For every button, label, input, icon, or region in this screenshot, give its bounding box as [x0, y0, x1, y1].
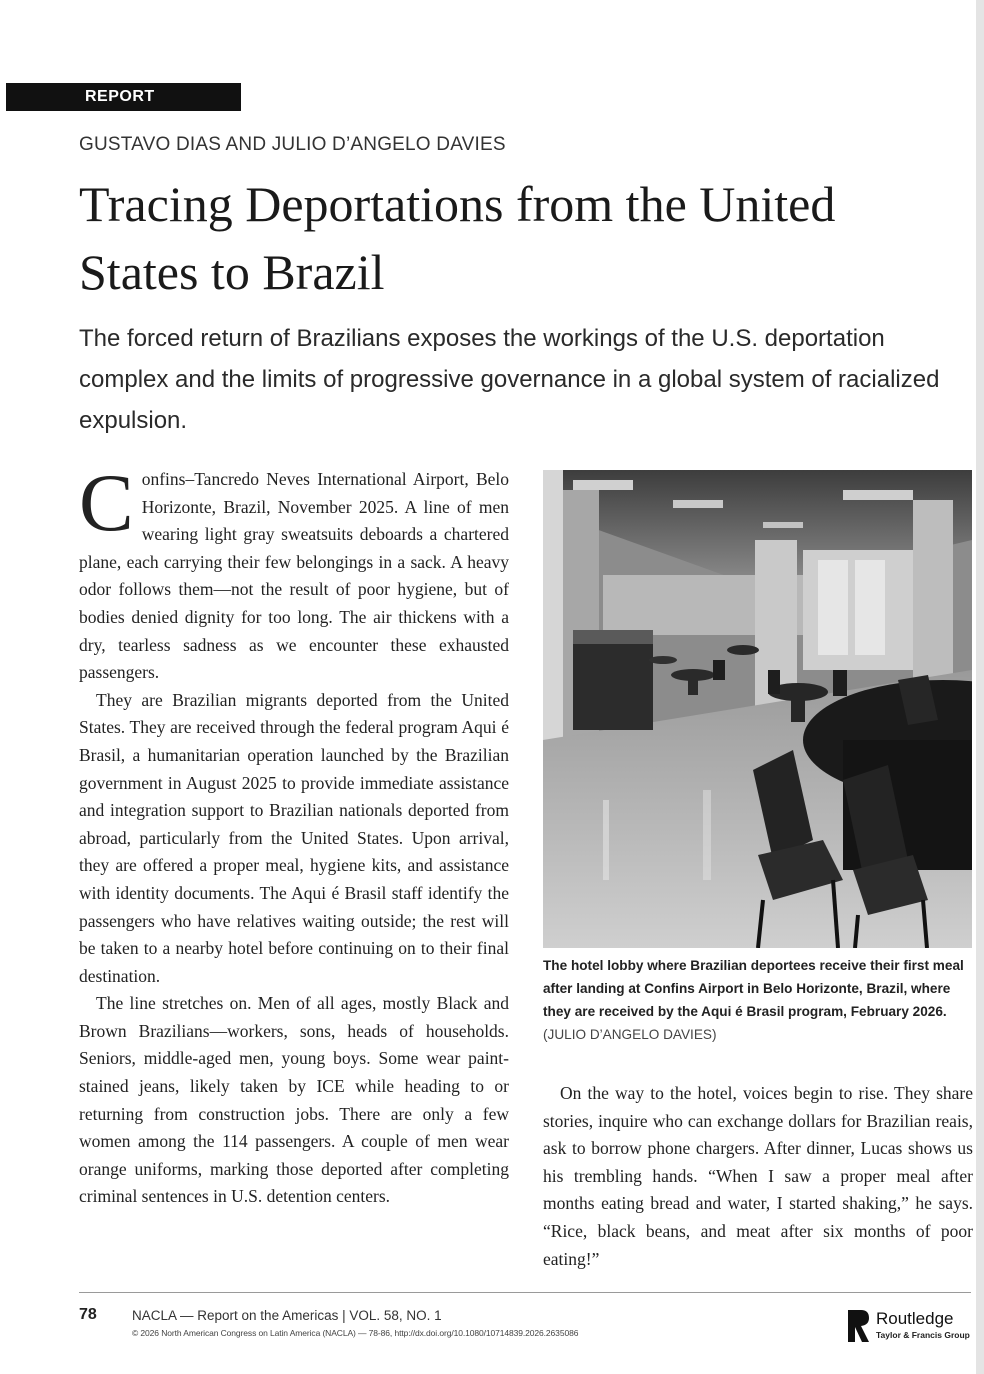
- body-column-left: [79, 457, 509, 1211]
- paragraph: On the way to the hotel, voices begin to rise. They share stories, inquire who can exchange dollars for Brazilian reais, ask to borrow phone chargers. After dinner, Lucas shows us his trembling hands. “When I saw a proper meal after months eating bread and water, I started shaking,” he says. “Rice, black beans, and meat after six months of poor eating!”: [543, 1083, 973, 1269]
- section-label: REPORT: [6, 83, 241, 111]
- photo-credit: (JULIO D’ANGELO DAVIES): [543, 1027, 717, 1042]
- paragraph: Confins–Tancredo Neves International Airport, Belo Horizonte, Brazil, November 2025. A line of men wearing light gray sweatsuits deboards a chartered plane, each carrying their few belongings in a sack. A heavy odor follows them—not the result of poor hygiene, but of bodies denied dignity for too long. The air thickens with a dry, tearless sadness as we encounter these exhausted passengers.: [79, 457, 509, 683]
- paragraph: They are Brazilian migrants deported from the United States. They are received through the federal program Aqui é Brasil, a humanitarian operation launched by the Brazilian government in August 2025 to provide immediate assistance and integration support to Brazilian nationals deported from abroad, particularly from the United States. Upon arrival, they are offered a proper meal, hygiene kits, and assistance with identity documents. The Aqui é Brasil staff identify the passengers who have relatives waiting outside; the rest will be taken to a nearby hotel before continuing on to their final destination.: [79, 689, 509, 986]
- article-title: Tracing Deportations from the United States to Brazil: [79, 176, 836, 300]
- journal-info: NACLA — Report on the Americas | VOL. 58, NO. 1: [132, 1308, 442, 1323]
- body-column-right: [543, 1080, 973, 1273]
- footer-divider: [79, 1292, 971, 1293]
- page-edge: [976, 0, 984, 1374]
- hotel-lobby-photo: [543, 470, 972, 948]
- publisher-group: Taylor & Francis Group: [876, 1330, 970, 1340]
- article-deck: The forced return of Brazilians exposes the workings of the U.S. deportation complex and the limits of progressive governance in a global system of racialized expulsion.: [79, 325, 940, 434]
- publisher-name: Routledge: [876, 1309, 954, 1328]
- paragraph: The line stretches on. Men of all ages, mostly Black and Brown Brazilians—workers, sons, heads of households. Seniors, middle-aged men, young boys. Some wear paint-stained jeans, likely taken by ICE while heading to or returning from construction jobs. There are only a few women among the 114 passengers. A couple of men wear orange uniforms, marking those deported after completing criminal sentences in U.S. detention centers.: [79, 993, 509, 1207]
- byline: GUSTAVO DIAS AND JULIO D’ANGELO DAVIES: [79, 134, 506, 155]
- copyright-line: © 2026 North American Congress on Latin America (NACLA) — 78-86, http://dx.doi.org/10.1080/10714839.2026.2635086: [132, 1328, 579, 1338]
- page-number: 78: [79, 1306, 97, 1323]
- routledge-logo-icon: [846, 1308, 870, 1344]
- photo-caption: [543, 954, 975, 1046]
- caption-text: The hotel lobby where Brazilian deportees receive their first meal after landing at Confins Airport in Belo Horizonte, Brazil, where they are received by the Aqui é Brasil program, February 2026.: [543, 958, 964, 1019]
